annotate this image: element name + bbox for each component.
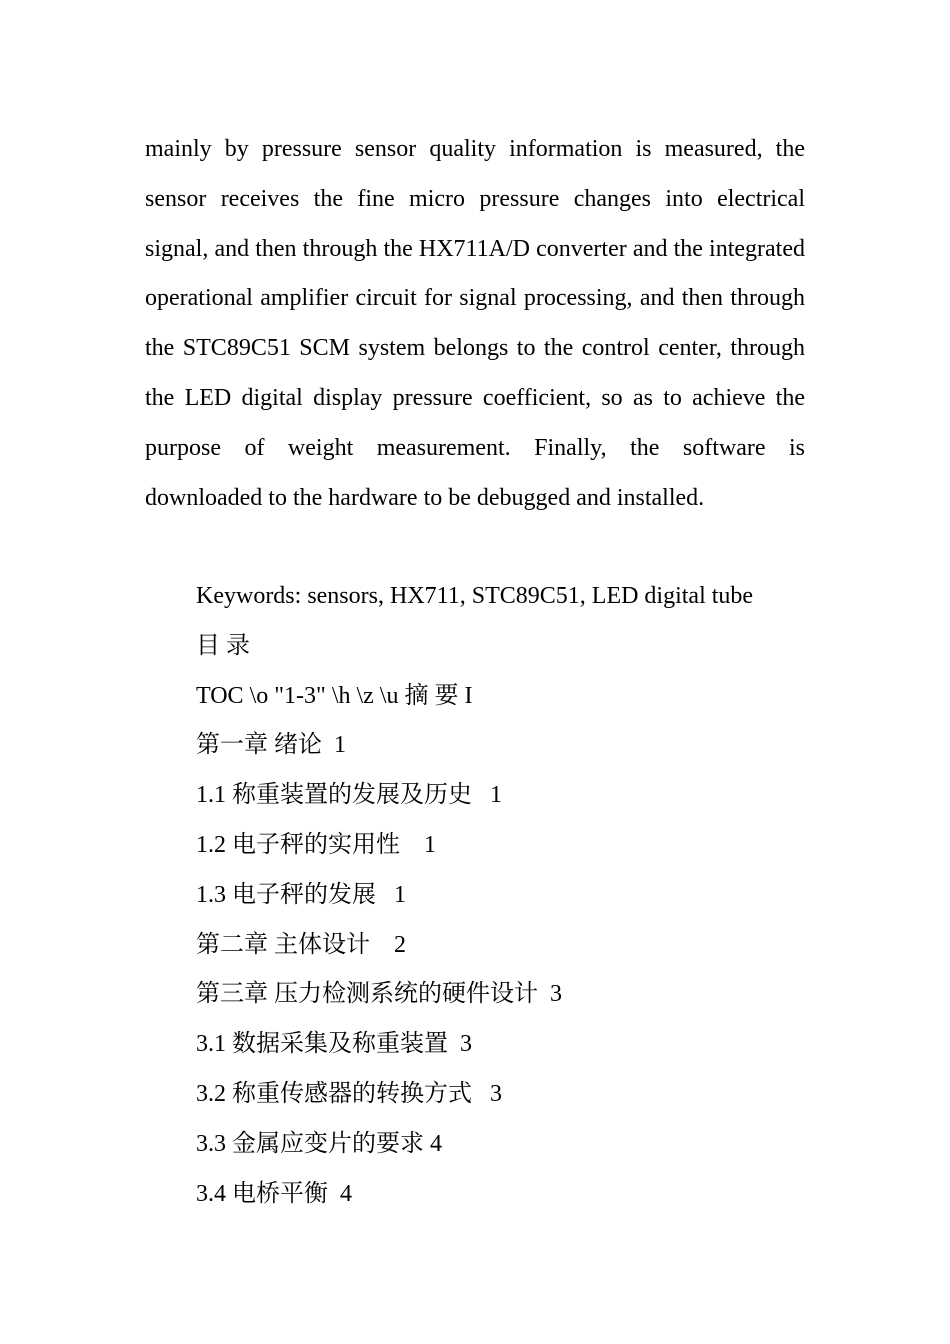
toc-field-line: TOC \o "1-3" \h \z \u 摘 要 I	[196, 682, 473, 709]
toc-heading: 目 录	[196, 632, 250, 659]
toc-entry: 3.3 金属应变片的要求 4	[196, 1130, 442, 1157]
toc-entry: 3.1 数据采集及称重装置 3	[196, 1031, 472, 1058]
toc-entry: 第一章 绪论 1	[196, 732, 346, 759]
toc-entry: 3.2 称重传感器的转换方式 3	[196, 1080, 502, 1107]
toc-entry: 1.3 电子秤的发展 1	[196, 881, 406, 908]
abstract-paragraph: mainly by pressure sensor quality information is measured, the sensor receives the fine micro pressure changes into electrical signal, and then through the HX711A/D converter and the integrated operational amplifier circuit for signal processing, and then through the STC89C51 SCM system belongs to the control center, through the LED digital display pressure coefficient, so as to achieve the purpose of weight measurement. Finally, the software is downloaded to the hardware to be debugged and installed.	[145, 136, 805, 511]
keywords-line: Keywords: sensors, HX711, STC89C51, LED digital tube	[196, 583, 754, 609]
toc-entry: 1.1 称重装置的发展及历史 1	[196, 782, 502, 809]
toc-entry: 3.4 电桥平衡 4	[196, 1180, 352, 1207]
keywords-and-toc	[196, 572, 836, 1219]
toc-entry: 第三章 压力检测系统的硬件设计 3	[196, 981, 562, 1008]
toc-entry: 1.2 电子秤的实用性 1	[196, 831, 436, 858]
toc-entry: 第二章 主体设计 2	[196, 931, 406, 958]
